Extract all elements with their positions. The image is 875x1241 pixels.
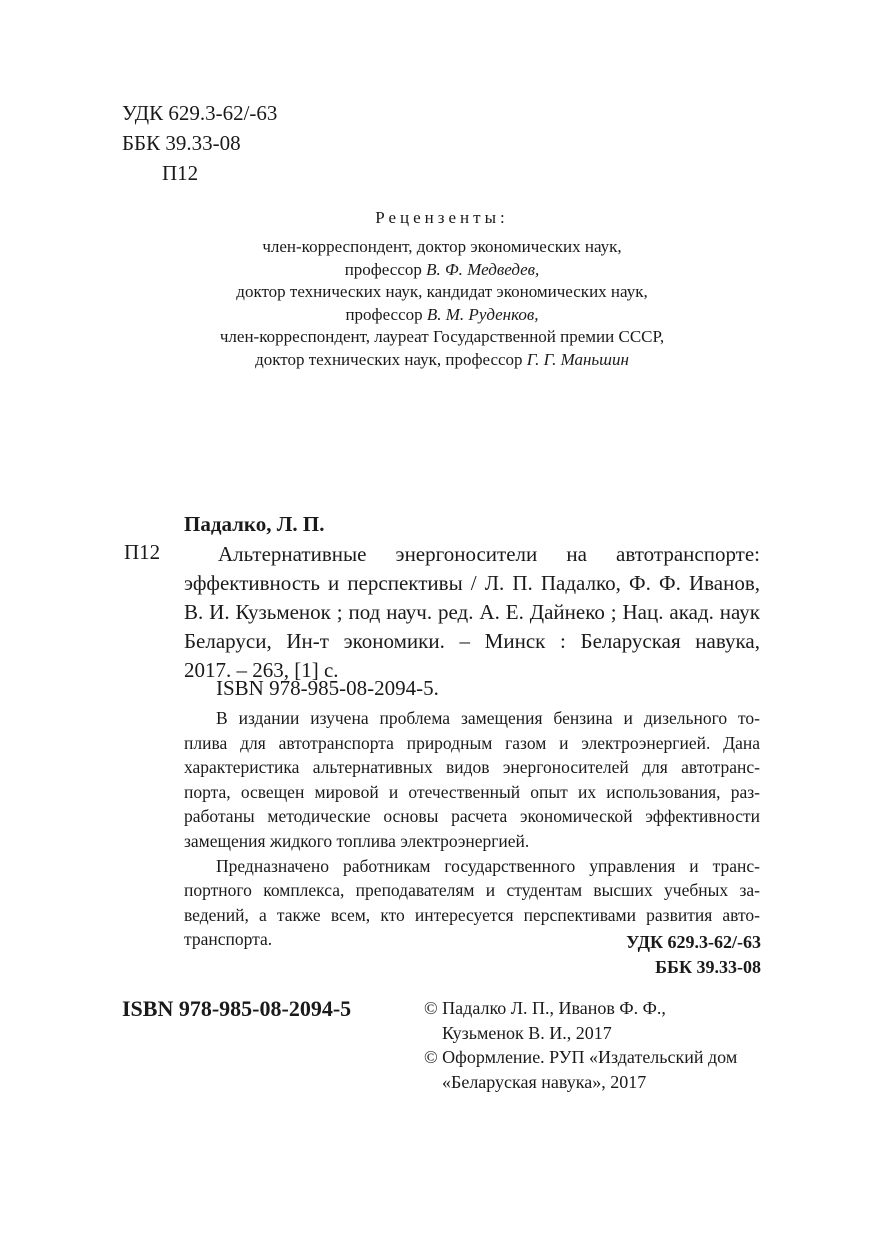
record-author: Падалко, Л. П. bbox=[184, 512, 325, 536]
record-isbn: ISBN 978-985-08-2094-5. bbox=[216, 676, 439, 700]
copyright-design: © Оформление. РУП «Издательский дом bbox=[424, 1047, 738, 1067]
udk-code: УДК 629.3-62/-63 bbox=[122, 101, 278, 125]
reviewer-1-name: В. Ф. Медведев, bbox=[426, 259, 540, 279]
biblio-line: Беларуси, Ин-т экономики. – Минск : Беларуская навука, bbox=[184, 629, 760, 653]
author-sign: П12 bbox=[162, 161, 199, 185]
abstract bbox=[184, 706, 760, 952]
abstract-line: В издании изучена проблема замещения бензина и дизельного то- bbox=[216, 708, 760, 728]
abstract-line: Предназначено работникам государственного управления и транс- bbox=[216, 855, 760, 876]
abstract-line: ведений, а также всем, кто интересуется перспективами развития авто- bbox=[184, 904, 760, 925]
reviewer-2-title: профессор bbox=[345, 304, 427, 324]
reviewer-2-name: В. М. Руденков, bbox=[426, 304, 539, 324]
biblio-line: эффективность и перспективы / Л. П. Падалко, Ф. Ф. Иванов, bbox=[184, 571, 760, 595]
abstract-line: характеристика альтернативных видов энергоносителей для автотранс- bbox=[184, 757, 760, 778]
copyright-authors-cont: Кузьменок В. И., 2017 bbox=[442, 1022, 612, 1043]
reviewer-3-credentials: член-корреспондент, лауреат Государственной премии СССР, bbox=[219, 327, 665, 346]
reviewers-heading: Рецензенты: bbox=[375, 208, 509, 227]
bbk-code-bottom: ББК 39.33-08 bbox=[655, 957, 761, 977]
abstract-line: работаны методические основы расчета экономической эффективности bbox=[184, 806, 760, 827]
isbn-main: ISBN 978-985-08-2094-5 bbox=[122, 996, 352, 1021]
abstract-line: порта, освещен мировой и отечественный опыт их использования, раз- bbox=[184, 781, 760, 802]
biblio-line: Альтернативные энергоносители на автотранспорте: bbox=[218, 542, 760, 566]
reviewer-1-name-line bbox=[180, 259, 704, 282]
reviewer-3-title: доктор технических наук, профессор bbox=[255, 349, 527, 369]
copyright-authors: © Падалко Л. П., Иванов Ф. Ф., bbox=[424, 998, 666, 1018]
abstract-line: транспорта. bbox=[184, 929, 273, 950]
bbk-code: ББК 39.33-08 bbox=[122, 131, 241, 155]
classification-codes-bottom bbox=[626, 930, 761, 980]
reviewer-3-name-line bbox=[180, 349, 704, 372]
classification-codes-top bbox=[122, 100, 277, 190]
reviewer-2-credentials: доктор технических наук, кандидат экономических наук, bbox=[236, 282, 648, 301]
abstract-line: замещения жидкого топлива электроэнергией. bbox=[184, 830, 530, 851]
abstract-line: плива для автотранспорта природным газом и электроэнергией. Дана bbox=[184, 732, 760, 753]
copyright-block bbox=[424, 996, 737, 1094]
reviewers-block bbox=[180, 206, 704, 371]
reviewer-3-name: Г. Г. Маньшин bbox=[526, 349, 629, 369]
biblio-line: В. И. Кузьменок ; под науч. ред. А. Е. Дайнеко ; Нац. акад. наук bbox=[184, 600, 760, 624]
abstract-line: портного комплекса, преподавателям и студентам высших учебных за- bbox=[184, 880, 760, 901]
bibliographic-description bbox=[184, 540, 760, 685]
copyright-design-cont: «Беларуская навука», 2017 bbox=[442, 1071, 647, 1092]
reviewer-1-credentials: член-корреспондент, доктор экономических наук, bbox=[262, 237, 622, 256]
udk-code-bottom: УДК 629.3-62/-63 bbox=[626, 932, 761, 952]
reviewer-1-title: профессор bbox=[344, 259, 427, 279]
biblio-line: 2017. – 263, [1] с. bbox=[184, 658, 339, 682]
reviewer-2-name-line bbox=[180, 304, 704, 327]
record-sign: П12 bbox=[124, 540, 161, 564]
